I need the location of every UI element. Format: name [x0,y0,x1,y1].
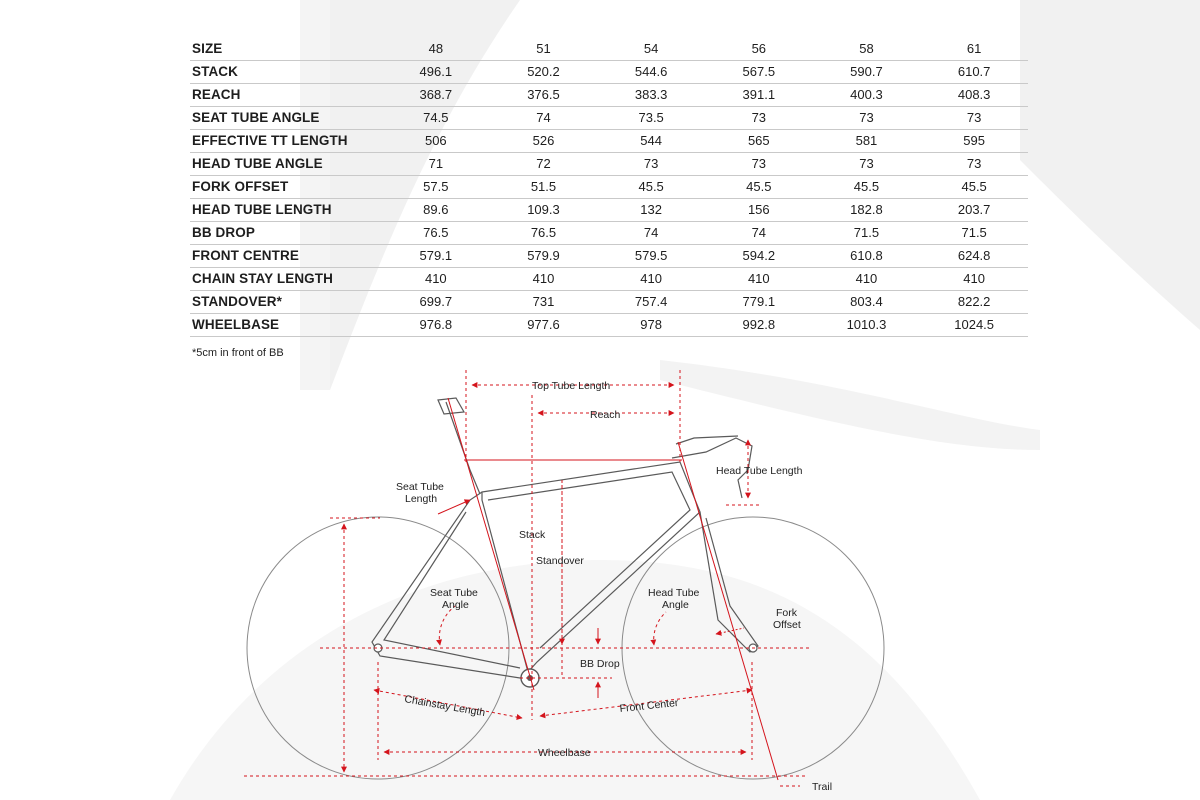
table-header-cell: 61 [920,38,1028,61]
row-label: FORK OFFSET [190,176,382,199]
row-label: FRONT CENTRE [190,245,382,268]
table-row [190,245,1028,268]
table-cell: 391.1 [705,84,813,107]
trail-label: Trail [812,781,833,793]
table-cell: 544 [597,130,705,153]
table-row [190,84,1028,107]
table-row [190,291,1028,314]
table-cell: 73 [920,153,1028,176]
table-cell: 51.5 [490,176,598,199]
table-cell: 156 [705,199,813,222]
table-header-row [190,38,1028,61]
table-cell: 579.9 [490,245,598,268]
table-cell: 73 [920,107,1028,130]
table-cell: 595 [920,130,1028,153]
table-row [190,199,1028,222]
row-label: REACH [190,84,382,107]
table-cell: 526 [490,130,598,153]
table-row [190,314,1028,337]
table-cell: 822.2 [920,291,1028,314]
table-cell: 74 [597,222,705,245]
table-cell: 76.5 [490,222,598,245]
table-cell: 74.5 [382,107,490,130]
table-cell: 779.1 [705,291,813,314]
table-cell: 579.1 [382,245,490,268]
table-cell: 376.5 [490,84,598,107]
bike-frame [372,398,758,678]
table-cell: 182.8 [813,199,921,222]
table-cell: 977.6 [490,314,598,337]
table-cell: 803.4 [813,291,921,314]
table-cell: 74 [705,222,813,245]
table-cell: 71.5 [920,222,1028,245]
fork-offset-label-line2: Offset [773,619,801,631]
table-cell: 1010.3 [813,314,921,337]
table-cell: 73 [813,153,921,176]
head-tube-angle-label-line1: Head Tube [648,587,700,599]
head-tube-angle-label-line2: Angle [662,599,689,611]
table-cell: 1024.5 [920,314,1028,337]
table-cell: 506 [382,130,490,153]
table-row [190,176,1028,199]
table-cell: 74 [490,107,598,130]
table-header-size: SIZE [190,38,382,61]
head-tube-length-label: Head Tube Length [716,465,803,477]
row-label: HEAD TUBE ANGLE [190,153,382,176]
table-cell: 57.5 [382,176,490,199]
table-cell: 544.6 [597,61,705,84]
seat-tube-angle-label-line2: Angle [442,599,469,611]
table-cell: 45.5 [597,176,705,199]
table-cell: 76.5 [382,222,490,245]
table-cell: 610.7 [920,61,1028,84]
table-cell: 410 [920,268,1028,291]
table-cell: 610.8 [813,245,921,268]
standover-label: Standover [536,555,584,567]
table-cell: 73 [705,153,813,176]
table-cell: 89.6 [382,199,490,222]
top-tube-length-label: Top Tube Length [532,380,611,392]
table-row [190,107,1028,130]
reach-label: Reach [590,409,621,421]
seat-tube-length-label-line2: Length [405,493,438,505]
table-header-cell: 56 [705,38,813,61]
table-cell: 400.3 [813,84,921,107]
chainstay-length-label: Chainstay Length [403,693,487,720]
table-cell: 567.5 [705,61,813,84]
wheelbase-label: Wheelbase [538,747,591,759]
table-cell: 132 [597,199,705,222]
table-header-cell: 51 [490,38,598,61]
table-cell: 410 [382,268,490,291]
row-label: STANDOVER* [190,291,382,314]
table-cell: 72 [490,153,598,176]
table-cell: 496.1 [382,61,490,84]
table-cell: 368.7 [382,84,490,107]
table-cell: 45.5 [813,176,921,199]
table-header-cell: 54 [597,38,705,61]
table-cell: 976.8 [382,314,490,337]
bb-drop-label: BB Drop [580,658,620,670]
row-label: BB DROP [190,222,382,245]
table-cell: 699.7 [382,291,490,314]
table-row [190,61,1028,84]
table-cell: 978 [597,314,705,337]
row-label: STACK [190,61,382,84]
standover-footnote: *5cm in front of BB [192,347,284,359]
stack-label: Stack [519,529,546,541]
table-cell: 594.2 [705,245,813,268]
table-cell: 71.5 [813,222,921,245]
table-cell: 73 [813,107,921,130]
row-label: HEAD TUBE LENGTH [190,199,382,222]
table-cell: 73 [705,107,813,130]
table-cell: 203.7 [920,199,1028,222]
table-cell: 410 [597,268,705,291]
table-cell: 581 [813,130,921,153]
table-cell: 410 [813,268,921,291]
table-cell: 383.3 [597,84,705,107]
row-label: SEAT TUBE ANGLE [190,107,382,130]
table-cell: 109.3 [490,199,598,222]
table-cell: 590.7 [813,61,921,84]
table-cell: 579.5 [597,245,705,268]
dimension-lines [244,370,810,786]
table-header-cell: 48 [382,38,490,61]
table-cell: 73.5 [597,107,705,130]
seat-tube-angle-label-line1: Seat Tube [430,587,478,599]
table-cell: 757.4 [597,291,705,314]
table-cell: 71 [382,153,490,176]
table-cell: 520.2 [490,61,598,84]
front-center-label: Front Center [619,696,679,715]
table-cell: 624.8 [920,245,1028,268]
table-row [190,130,1028,153]
table-cell: 731 [490,291,598,314]
table-row [190,153,1028,176]
row-label: CHAIN STAY LENGTH [190,268,382,291]
table-cell: 410 [705,268,813,291]
table-cell: 73 [597,153,705,176]
geometry-table [190,38,1028,337]
row-label: WHEELBASE [190,314,382,337]
row-label: EFFECTIVE TT LENGTH [190,130,382,153]
fork-offset-label-line1: Fork [776,607,797,619]
table-row [190,222,1028,245]
table-row [190,268,1028,291]
table-header-cell: 58 [813,38,921,61]
table-cell: 565 [705,130,813,153]
table-cell: 45.5 [705,176,813,199]
seat-tube-length-label-line1: Seat Tube [396,481,444,493]
table-cell: 410 [490,268,598,291]
table-cell: 45.5 [920,176,1028,199]
table-cell: 992.8 [705,314,813,337]
table-cell: 408.3 [920,84,1028,107]
